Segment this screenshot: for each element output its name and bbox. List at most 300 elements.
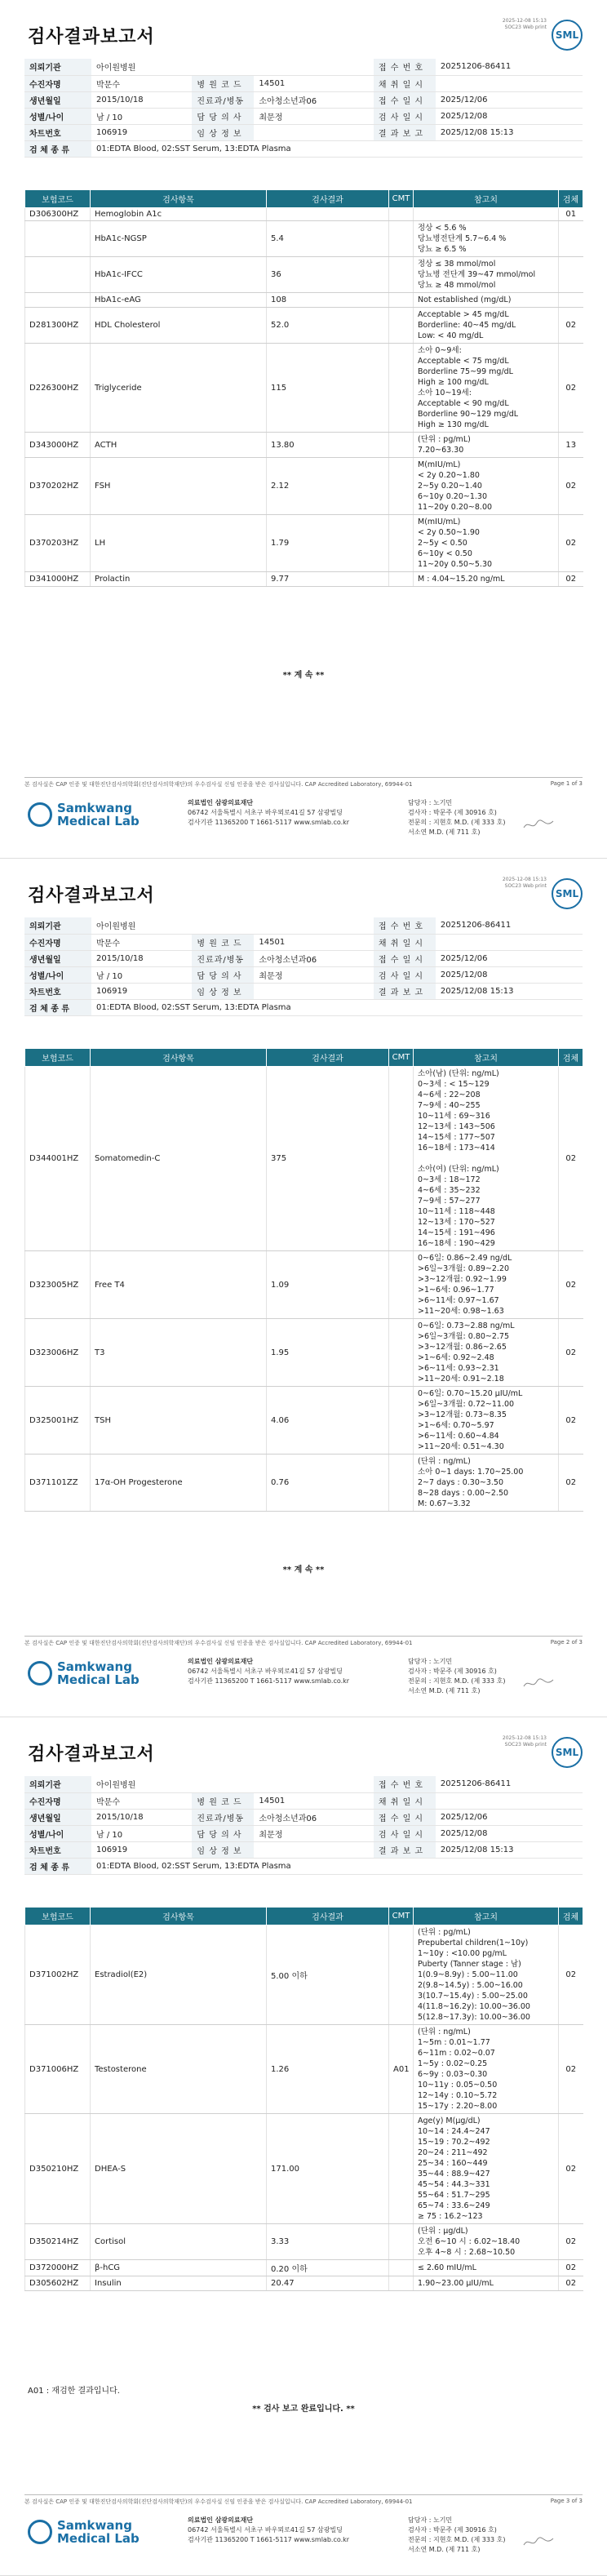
reference-range: Not established (mg/dL) [414,293,559,308]
birth-value: 2015/10/18 [91,91,192,108]
test-result: 1.26 [267,2025,389,2114]
name-value: 박문수 [91,75,192,91]
page-footer [24,793,583,851]
test-item: HbA1c-IFCC [91,257,267,293]
hospital-code-value: 14501 [254,934,374,950]
cmt-mark [389,308,414,344]
specimen-code: 02 [559,2224,583,2260]
receipt-date-value: 2025/12/06 [436,1809,583,1825]
patient-info-table [24,59,583,158]
sex-age-label: 성별/나이 [24,966,91,983]
col-header-cmt: CMT [389,1908,414,1925]
institution-block [188,798,349,828]
specimen-value: 01:EDTA Blood, 02:SST Serum, 13:EDTA Plasma [91,999,583,1015]
cmt-mark [389,1455,414,1512]
reference-range: ≤ 2.60 mIU/mL [414,2260,559,2276]
insurance-code: D323005HZ [25,1251,91,1319]
sml-logo [28,1660,140,1686]
table-row [25,293,583,308]
cmt-mark [389,1925,414,2025]
dept-value: 소아청소년과06 [254,1809,374,1825]
sml-name-line1: Samkwang [57,2518,132,2533]
sig-line: 전문의 : 지현호 M.D. (제 333 호) [408,2536,506,2543]
test-result: 20.47 [267,2276,389,2291]
test-result: 1.09 [267,1251,389,1319]
cmt-mark [389,1067,414,1251]
reference-range: (단위 : ng/mL) 1~5m : 0.01~1.77 6~11m : 0.02~0.07 1~5y : 0.02~0.25 6~9y : 0.03~0.30 10~11y : 0.05~0.50 12~14y : 0.10~5.72 15~17y : 2.20~8.00 [414,2025,559,2114]
test-result: 375 [267,1067,389,1251]
test-result: 1.95 [267,1319,389,1387]
birth-value: 2015/10/18 [91,950,192,966]
doctor-label: 담 당 의 사 [192,108,254,124]
test-result: 0.20 이하 [267,2260,389,2276]
dept-value: 소아청소년과06 [254,91,374,108]
dept-label: 진료과/병동 [192,1809,254,1825]
table-row [25,2025,583,2114]
specimen-value: 01:EDTA Blood, 02:SST Serum, 13:EDTA Plasma [91,1858,583,1874]
cmt-mark [389,2276,414,2291]
chart-label: 차트번호 [24,1841,91,1858]
signature-block [408,798,505,837]
sml-logo-icon [28,2520,52,2544]
signature-block [408,2516,505,2555]
report-title: 검사결과보고서 [28,886,155,906]
cmt-mark [389,572,414,587]
chart-value: 106919 [91,1841,192,1858]
sex-age-value: 남 / 10 [91,1825,192,1841]
specimen-value: 01:EDTA Blood, 02:SST Serum, 13:EDTA Plasma [91,140,583,157]
insurance-code: D370203HZ [25,515,91,572]
reference-range: 소아 0~9세: Acceptable < 75 mg/dL Borderline 75~99 mg/dL High ≥ 100 mg/dL 소아 10~19세: Acceptable < 90 mg/dL Borderline 90~129 mg/dL High ≥ 130 mg/dL [414,344,559,433]
name-label: 수진자명 [24,1792,91,1809]
col-header-code: 보험코드 [25,1049,91,1067]
test-result [267,208,389,221]
cmt-mark [389,2224,414,2260]
hospital-code-value: 14501 [254,75,374,91]
receipt-date-value: 2025/12/06 [436,91,583,108]
cmt-mark [389,458,414,515]
specimen-code: 02 [559,344,583,433]
sig-line: 전문의 : 지현호 M.D. (제 333 호) [408,1677,506,1685]
insurance-code: D306300HZ [25,208,91,221]
specimen-code: 02 [559,2276,583,2291]
table-row [25,208,583,221]
cmt-mark [389,515,414,572]
table-row [25,458,583,515]
sex-age-label: 성별/나이 [24,108,91,124]
insurance-code [25,293,91,308]
signature-scribble-icon [522,2535,555,2550]
reference-range: 0~6일: 0.70~15.20 μIU/mL >6일~3개월: 0.72~11.00 >3~12개월: 0.73~8.35 >1~6세: 0.70~5.97 >6~11세: 0.60~4.84 >11~20세: 0.51~4.30 [414,1387,559,1455]
specimen-code: 13 [559,433,583,458]
page-footer [24,2511,583,2568]
specimen-code: 02 [559,2025,583,2114]
table-row [25,2260,583,2276]
doctor-value: 최문정 [254,966,374,983]
reference-range: M(mIU/mL) < 2y 0.20~1.80 2~5y 0.20~1.40 6~10y 0.20~1.30 11~20y 0.20~8.00 [414,458,559,515]
accreditation-note: 본 검사실은 CAP 인증 및 대한진단검사의학회(진단검사의학재단)의 우수검사실 신임 인증을 받은 검사실입니다. CAP Accredited Laboratory, 69944-01 Page 1 of 3 [24,777,583,788]
page-number: Page 2 of 3 [550,1639,583,1646]
table-row [25,433,583,458]
reference-range: Acceptable > 45 mg/dL Borderline: 40~45 mg/dL Low: < 40 mg/dL [414,308,559,344]
insurance-code: D372000HZ [25,2260,91,2276]
inst-name: 의료법인 삼광의료재단 [188,2516,254,2524]
collection-value [436,934,583,950]
insurance-code: D344001HZ [25,1067,91,1251]
sml-badge-icon: SML [552,878,583,909]
test-item: Insulin [91,2276,267,2291]
clinical-value [254,983,374,999]
receipt-no-value: 20251206-86411 [436,917,583,934]
report-date-value: 2025/12/08 15:13 [436,983,583,999]
sig-line: 담당자 : 노기민 [408,1658,453,1665]
insurance-code: D371006HZ [25,2025,91,2114]
sig-line: 서소연 M.D. (제 711 호) [408,828,481,836]
dept-label: 진료과/병동 [192,91,254,108]
receipt-date-label: 접 수 일 시 [374,950,436,966]
insurance-code: D371002HZ [25,1925,91,2025]
test-item: Testosterone [91,2025,267,2114]
report-title: 검사결과보고서 [28,27,155,47]
reference-range: 0~6일: 0.86~2.49 ng/dL >6일~3개월: 0.89~2.20 >3~12개월: 0.92~1.99 >1~6세: 0.96~1.77 >6~11세: 0.97~1.67 >11~20세: 0.98~1.63 [414,1251,559,1319]
chart-value: 106919 [91,124,192,140]
result-comment: A01 : 재검한 결과입니다. [28,2387,120,2396]
table-row [25,1925,583,2025]
page-number: Page 1 of 3 [550,780,583,787]
collection-label: 채 취 일 시 [374,1792,436,1809]
signature-block [408,1657,505,1696]
birth-value: 2015/10/18 [91,1809,192,1825]
birth-label: 생년월일 [24,950,91,966]
cmt-mark [389,1387,414,1455]
sml-logo [28,802,140,828]
cmt-mark [389,2260,414,2276]
report-title: 검사결과보고서 [28,1744,155,1765]
sml-logo-icon [28,1661,52,1686]
specimen-code: 02 [559,1251,583,1319]
table-row [25,1455,583,1512]
receipt-date-value: 2025/12/06 [436,950,583,966]
insurance-code: D281300HZ [25,308,91,344]
clinical-value [254,124,374,140]
sig-line: 검사자 : 박문주 (제 30916 호) [408,1668,497,1675]
patient-info-table [24,917,583,1016]
specimen-code: 02 [559,1067,583,1251]
test-item: FSH [91,458,267,515]
specimen-code [559,293,583,308]
test-date-value: 2025/12/08 [436,108,583,124]
doctor-label: 담 당 의 사 [192,966,254,983]
clinical-label: 임 상 정 보 [192,124,254,140]
test-result: 0.76 [267,1455,389,1512]
test-result: 171.00 [267,2114,389,2224]
institution-block [188,1657,349,1686]
institution-block [188,2516,349,2545]
hospital-code-label: 병 원 코 드 [192,934,254,950]
sig-line: 서소연 M.D. (제 711 호) [408,1687,481,1694]
table-row [25,257,583,293]
insurance-code: D325001HZ [25,1387,91,1455]
test-item: Somatomedin-C [91,1067,267,1251]
inst-registration: 검사기관 11365200 T 1661-5117 www.smlab.co.kr [188,1677,350,1685]
reference-range: 정상 < 5.6 % 당뇨병전단계 5.7~6.4 % 당뇨 ≥ 6.5 % [414,221,559,257]
accreditation-note: 본 검사실은 CAP 인증 및 대한진단검사의학회(진단검사의학재단)의 우수검사실 신임 인증을 받은 검사실입니다. CAP Accredited Laboratory, 69944-01 Page 3 of 3 [24,2494,583,2506]
test-result: 5.00 이하 [267,1925,389,2025]
col-header-item: 검사항목 [91,1049,267,1067]
reference-range: (단위 : pg/mL) Prepubertal children(1~10y) 1~10y : <10.00 pg/mL Puberty (Tanner stage : 남) 1(0.9~8.9y) : 5.00~11.00 2(9.8~14.5y) : 5.00~16.00 3(10.7~15.4y) : 5.00~25.00 4(11.8~16.2y): 10.00~36.00 5(12.8~17.3y): 10.00~36.00 [414,1925,559,2025]
test-date-value: 2025/12/08 [436,966,583,983]
institution-label: 의뢰기관 [24,59,91,75]
test-result: 2.12 [267,458,389,515]
report-page [0,0,607,859]
reference-range: 소아(남) (단위: ng/mL) 0~3세 : < 15~129 4~6세 : 22~208 7~9세 : 40~255 10~11세 : 69~316 12~13세 : 143~506 14~15세 : 177~507 16~18세 : 173~414 소아(여) (단위: ng/mL) 0~3세 : 18~172 4~6세 : 35~232 7~9세 : 57~277 10~11세 : 118~448 12~13세 : 170~527 14~15세 : 191~496 16~18세 : 190~429 [414,1067,559,1251]
col-header-reference: 참고치 [414,190,559,208]
chart-label: 차트번호 [24,124,91,140]
specimen-code: 02 [559,1387,583,1455]
continuation-text: ** 계 속 ** [282,671,325,680]
report-date-label: 결 과 보 고 [374,983,436,999]
table-row [25,572,583,587]
print-stamp: 2025-12-08 15:13 SOC23 Web print [502,877,547,889]
collection-value [436,1792,583,1809]
print-stamp: 2025-12-08 15:13 SOC23 Web print [502,1735,547,1748]
test-item: HbA1c-eAG [91,293,267,308]
sig-line: 서소연 M.D. (제 711 호) [408,2546,481,2553]
results-table [24,1907,583,2291]
test-result: 36 [267,257,389,293]
test-item: Estradiol(E2) [91,1925,267,2025]
test-date-label: 검 사 일 시 [374,108,436,124]
test-item: Triglyceride [91,344,267,433]
specimen-label: 검 체 종 류 [24,140,91,157]
doctor-value: 최문정 [254,1825,374,1841]
table-row [25,2276,583,2291]
hospital-code-value: 14501 [254,1792,374,1809]
reference-range: (단위 : pg/mL) 7.20~63.30 [414,433,559,458]
name-label: 수진자명 [24,75,91,91]
specimen-code: 02 [559,308,583,344]
insurance-code: D323006HZ [25,1319,91,1387]
reference-range: 0~6일: 0.73~2.88 ng/mL >6일~3개월: 0.80~2.75 >3~12개월: 0.86~2.65 >1~6세: 0.92~2.48 >6~11세: 0.93~2.31 >11~20세: 0.91~2.18 [414,1319,559,1387]
test-result: 52.0 [267,308,389,344]
report-page [0,1717,607,2576]
cmt-mark [389,1251,414,1319]
print-stamp: 2025-12-08 15:13 SOC23 Web print [502,18,547,30]
test-result: 5.4 [267,221,389,257]
specimen-code: 02 [559,458,583,515]
receipt-no-value: 20251206-86411 [436,1776,583,1792]
specimen-code: 02 [559,572,583,587]
table-row [25,2114,583,2224]
inst-registration: 검사기관 11365200 T 1661-5117 www.smlab.co.kr [188,2536,350,2543]
dept-label: 진료과/병동 [192,950,254,966]
inst-address: 06742 서울특별시 서초구 바우뫼로41길 57 삼광빌딩 [188,2526,343,2534]
name-label: 수진자명 [24,934,91,950]
table-row [25,308,583,344]
test-item: HDL Cholesterol [91,308,267,344]
signature-scribble-icon [522,1677,555,1691]
name-value: 박문수 [91,934,192,950]
sml-name-line1: Samkwang [57,801,132,815]
test-item: Free T4 [91,1251,267,1319]
table-row [25,2224,583,2260]
table-row [25,1251,583,1319]
cmt-mark [389,208,414,221]
inst-registration: 검사기관 11365200 T 1661-5117 www.smlab.co.kr [188,819,350,826]
sig-line: 담당자 : 노기민 [408,799,453,806]
sml-name-line2: Medical Lab [57,2531,140,2546]
table-row [25,344,583,433]
table-row [25,221,583,257]
sml-name-line1: Samkwang [57,1659,132,1674]
clinical-value [254,1841,374,1858]
test-result: 9.77 [267,572,389,587]
table-row [25,1067,583,1251]
receipt-no-label: 접 수 번 호 [374,1776,436,1792]
sml-logo [28,2519,140,2545]
col-header-item: 검사항목 [91,190,267,208]
table-row [25,1319,583,1387]
sex-age-value: 남 / 10 [91,108,192,124]
results-table [24,1048,583,1512]
institution-label: 의뢰기관 [24,917,91,934]
test-result: 115 [267,344,389,433]
test-date-value: 2025/12/08 [436,1825,583,1841]
col-header-result: 검사결과 [267,190,389,208]
collection-value [436,75,583,91]
report-date-label: 결 과 보 고 [374,1841,436,1858]
inst-name: 의료법인 삼광의료재단 [188,1658,254,1665]
insurance-code: D350214HZ [25,2224,91,2260]
col-header-item: 검사항목 [91,1908,267,1925]
test-item: LH [91,515,267,572]
chart-value: 106919 [91,983,192,999]
birth-label: 생년월일 [24,91,91,108]
insurance-code: D305602HZ [25,2276,91,2291]
col-header-specimen: 검체 [559,1908,583,1925]
cmt-mark [389,1319,414,1387]
cmt-mark [389,344,414,433]
col-header-result: 검사결과 [267,1049,389,1067]
sig-line: 검사자 : 박문주 (제 30916 호) [408,2526,497,2534]
page-footer [24,1652,583,1709]
sig-line: 전문의 : 지현호 M.D. (제 333 호) [408,819,506,826]
doctor-value: 최문정 [254,108,374,124]
reference-range [414,208,559,221]
sml-logo-icon [28,802,52,827]
col-header-result: 검사결과 [267,1908,389,1925]
sex-age-value: 남 / 10 [91,966,192,983]
sml-name-line2: Medical Lab [57,1672,140,1687]
insurance-code [25,221,91,257]
reference-range: M : 4.04~15.20 ng/mL [414,572,559,587]
collection-label: 채 취 일 시 [374,934,436,950]
institution-value: 아이원병원 [91,917,374,934]
specimen-code: 02 [559,1925,583,2025]
cmt-mark: A01 [389,2025,414,2114]
test-item: Hemoglobin A1c [91,208,267,221]
col-header-reference: 참고치 [414,1908,559,1925]
receipt-no-label: 접 수 번 호 [374,917,436,934]
birth-label: 생년월일 [24,1809,91,1825]
specimen-code: 02 [559,2114,583,2224]
test-date-label: 검 사 일 시 [374,966,436,983]
sml-badge-icon: SML [552,20,583,51]
specimen-label: 검 체 종 류 [24,1858,91,1874]
specimen-code: 02 [559,1319,583,1387]
insurance-code [25,257,91,293]
clinical-label: 임 상 정 보 [192,1841,254,1858]
inst-address: 06742 서울특별시 서초구 바우뫼로41길 57 삼광빌딩 [188,1668,343,1675]
test-date-label: 검 사 일 시 [374,1825,436,1841]
receipt-date-label: 접 수 일 시 [374,91,436,108]
col-header-code: 보험코드 [25,1908,91,1925]
inst-name: 의료법인 삼광의료재단 [188,799,254,806]
col-header-cmt: CMT [389,190,414,208]
sig-line: 담당자 : 노기민 [408,2516,453,2524]
name-value: 박문수 [91,1792,192,1809]
col-header-specimen: 검체 [559,1049,583,1067]
specimen-code [559,257,583,293]
patient-info-table [24,1776,583,1875]
clinical-label: 임 상 정 보 [192,983,254,999]
accreditation-note: 본 검사실은 CAP 인증 및 대한진단검사의학회(진단검사의학재단)의 우수검사실 신임 인증을 받은 검사실입니다. CAP Accredited Laboratory, 69944-01 Page 2 of 3 [24,1636,583,1647]
table-row [25,515,583,572]
reference-range: 정상 ≤ 38 mmol/mol 당뇨병 전단계 39~47 mmol/mol 당뇨 ≥ 48 mmol/mol [414,257,559,293]
dept-value: 소아청소년과06 [254,950,374,966]
test-result: 4.06 [267,1387,389,1455]
hospital-code-label: 병 원 코 드 [192,75,254,91]
specimen-code: 02 [559,1455,583,1512]
specimen-code: 02 [559,515,583,572]
report-date-label: 결 과 보 고 [374,124,436,140]
continuation-text: ** 검사 보고 완료입니다. ** [252,2405,355,2414]
insurance-code: D371101ZZ [25,1455,91,1512]
insurance-code: D350210HZ [25,2114,91,2224]
test-item: β-hCG [91,2260,267,2276]
test-result: 13.80 [267,433,389,458]
institution-label: 의뢰기관 [24,1776,91,1792]
report-date-value: 2025/12/08 15:13 [436,1841,583,1858]
col-header-reference: 참고치 [414,1049,559,1067]
insurance-code: D341000HZ [25,572,91,587]
cmt-mark [389,433,414,458]
page-number: Page 3 of 3 [550,2498,583,2504]
cmt-mark [389,221,414,257]
reference-range: Age(y) M(μg/dL) 10~14 : 24.4~247 15~19 : 70.2~492 20~24 : 211~492 25~34 : 160~449 35~44 : 88.9~427 45~54 : 44.3~331 55~64 : 51.7~295 65~74 : 33.6~249 ≥ 75 : 16.2~123 [414,2114,559,2224]
test-item: Cortisol [91,2224,267,2260]
chart-label: 차트번호 [24,983,91,999]
continuation-text: ** 계 속 ** [282,1566,325,1574]
results-table [24,189,583,587]
report-date-value: 2025/12/08 15:13 [436,124,583,140]
cmt-mark [389,257,414,293]
col-header-code: 보험코드 [25,190,91,208]
sig-line: 검사자 : 박문주 (제 30916 호) [408,809,497,816]
inst-address: 06742 서울특별시 서초구 바우뫼로41길 57 삼광빌딩 [188,809,343,816]
insurance-code: D343000HZ [25,433,91,458]
cmt-mark [389,293,414,308]
test-item: T3 [91,1319,267,1387]
institution-value: 아이원병원 [91,1776,374,1792]
collection-label: 채 취 일 시 [374,75,436,91]
sex-age-label: 성별/나이 [24,1825,91,1841]
test-result: 108 [267,293,389,308]
report-page [0,859,607,1717]
reference-range: M(mIU/mL) < 2y 0.50~1.90 2~5y < 0.50 6~10y < 0.50 11~20y 0.50~5.30 [414,515,559,572]
reference-range: (단위 : μg/dL) 오전 6~10 시 : 6.02~18.40 오후 4~8 시 : 2.68~10.50 [414,2224,559,2260]
insurance-code: D370202HZ [25,458,91,515]
